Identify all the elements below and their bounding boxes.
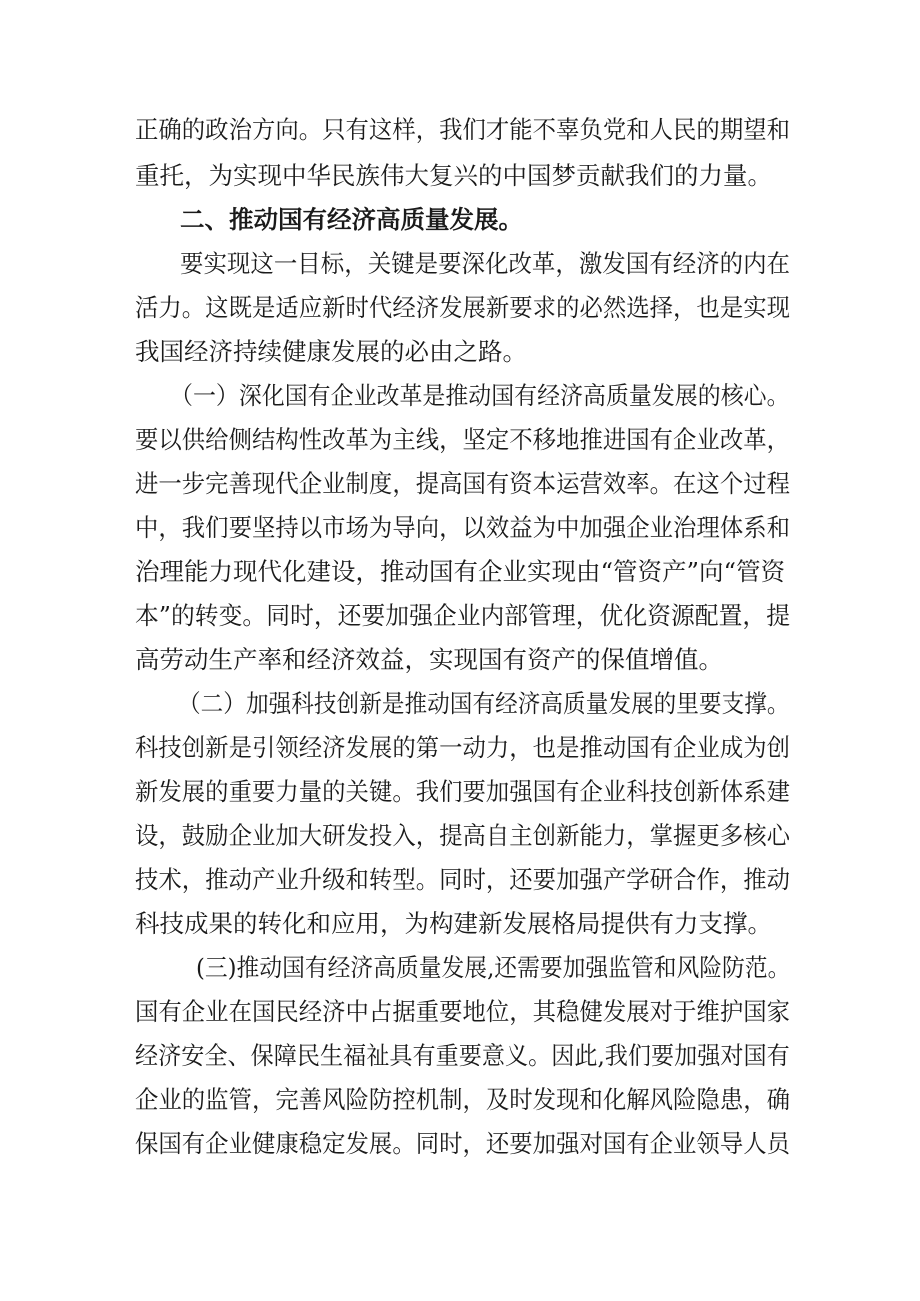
text-line: 正确的政治方向。只有这样，我们才能不辜负党和人民的期望和 <box>135 115 790 144</box>
subsection-lead: (三)推动国有经济高质量发展,还需要加强监管和风险防范。 <box>196 953 791 982</box>
text-line: 要实现这一目标，关键是要深化改革，激发国有经济的内在 <box>180 249 790 278</box>
text-line: 高劳动生产率和经济效益，实现国有资产的保值增值。 <box>135 645 723 674</box>
text-line: 设，鼓励企业加大研发投入，提高自主创新能力，掌握更多核心 <box>135 821 790 850</box>
text-line: 技术，推动产业升级和转型。同时，还要加强产学研合作，推动 <box>135 865 790 894</box>
text-line: 经济安全、保障民生福祉具有重要意义。因此,我们要加强对国有 <box>135 1041 790 1070</box>
text-line: 本”的转变。同时，还要加强企业内部管理，优化资源配置，提 <box>135 601 791 630</box>
subsection-lead: （二）加强科技创新是推动国有经济高质量发展的里要支撑。 <box>178 689 790 718</box>
text-line: 进一步完善现代企业制度，提高国有资本运营效率。在这个过程 <box>135 469 790 498</box>
text-line: 中，我们要坚持以市场为导向，以效益为中加强企业治理体系和 <box>135 513 790 542</box>
text-line: 国有企业在国民经济中占据重要地位，其稳健发展对于维护国家 <box>135 997 790 1026</box>
text-line: 新发展的重要力量的关键。我们要加强国有企业科技创新体系建 <box>135 777 790 806</box>
text-line: 要以供给侧结构性改革为主线，坚定不移地推进国有企业改革， <box>135 425 790 454</box>
subsection-lead: （一）深化国有企业改革是推动国有经济高质量发展的核心。 <box>170 381 790 410</box>
text-line: 治理能力现代化建设，推动国有企业实现由“管资产”向“管资 <box>135 557 786 586</box>
text-line: 重托，为实现中华民族伟大复兴的中国梦贡献我们的力量。 <box>135 161 772 190</box>
text-line: 科技成果的转化和应用，为构建新发展格局提供有力支撑。 <box>135 909 772 938</box>
text-line: 科技创新是引领经济发展的第一动力，也是推动国有企业成为创 <box>135 733 790 762</box>
text-line: 活力。这既是适应新时代经济发展新要求的必然选择，也是实现 <box>135 293 790 322</box>
text-line: 我国经济持续健康发展的必由之路。 <box>135 337 527 366</box>
section-heading: 二、推动国有经济高质量发展。 <box>180 205 523 234</box>
text-line: 保国有企业健康稳定发展。同时，还要加强对国有企业领导人员 <box>135 1129 790 1158</box>
text-line: 企业的监管，完善风险防控机制，及时发现和化解风险隐患，确 <box>135 1085 790 1114</box>
